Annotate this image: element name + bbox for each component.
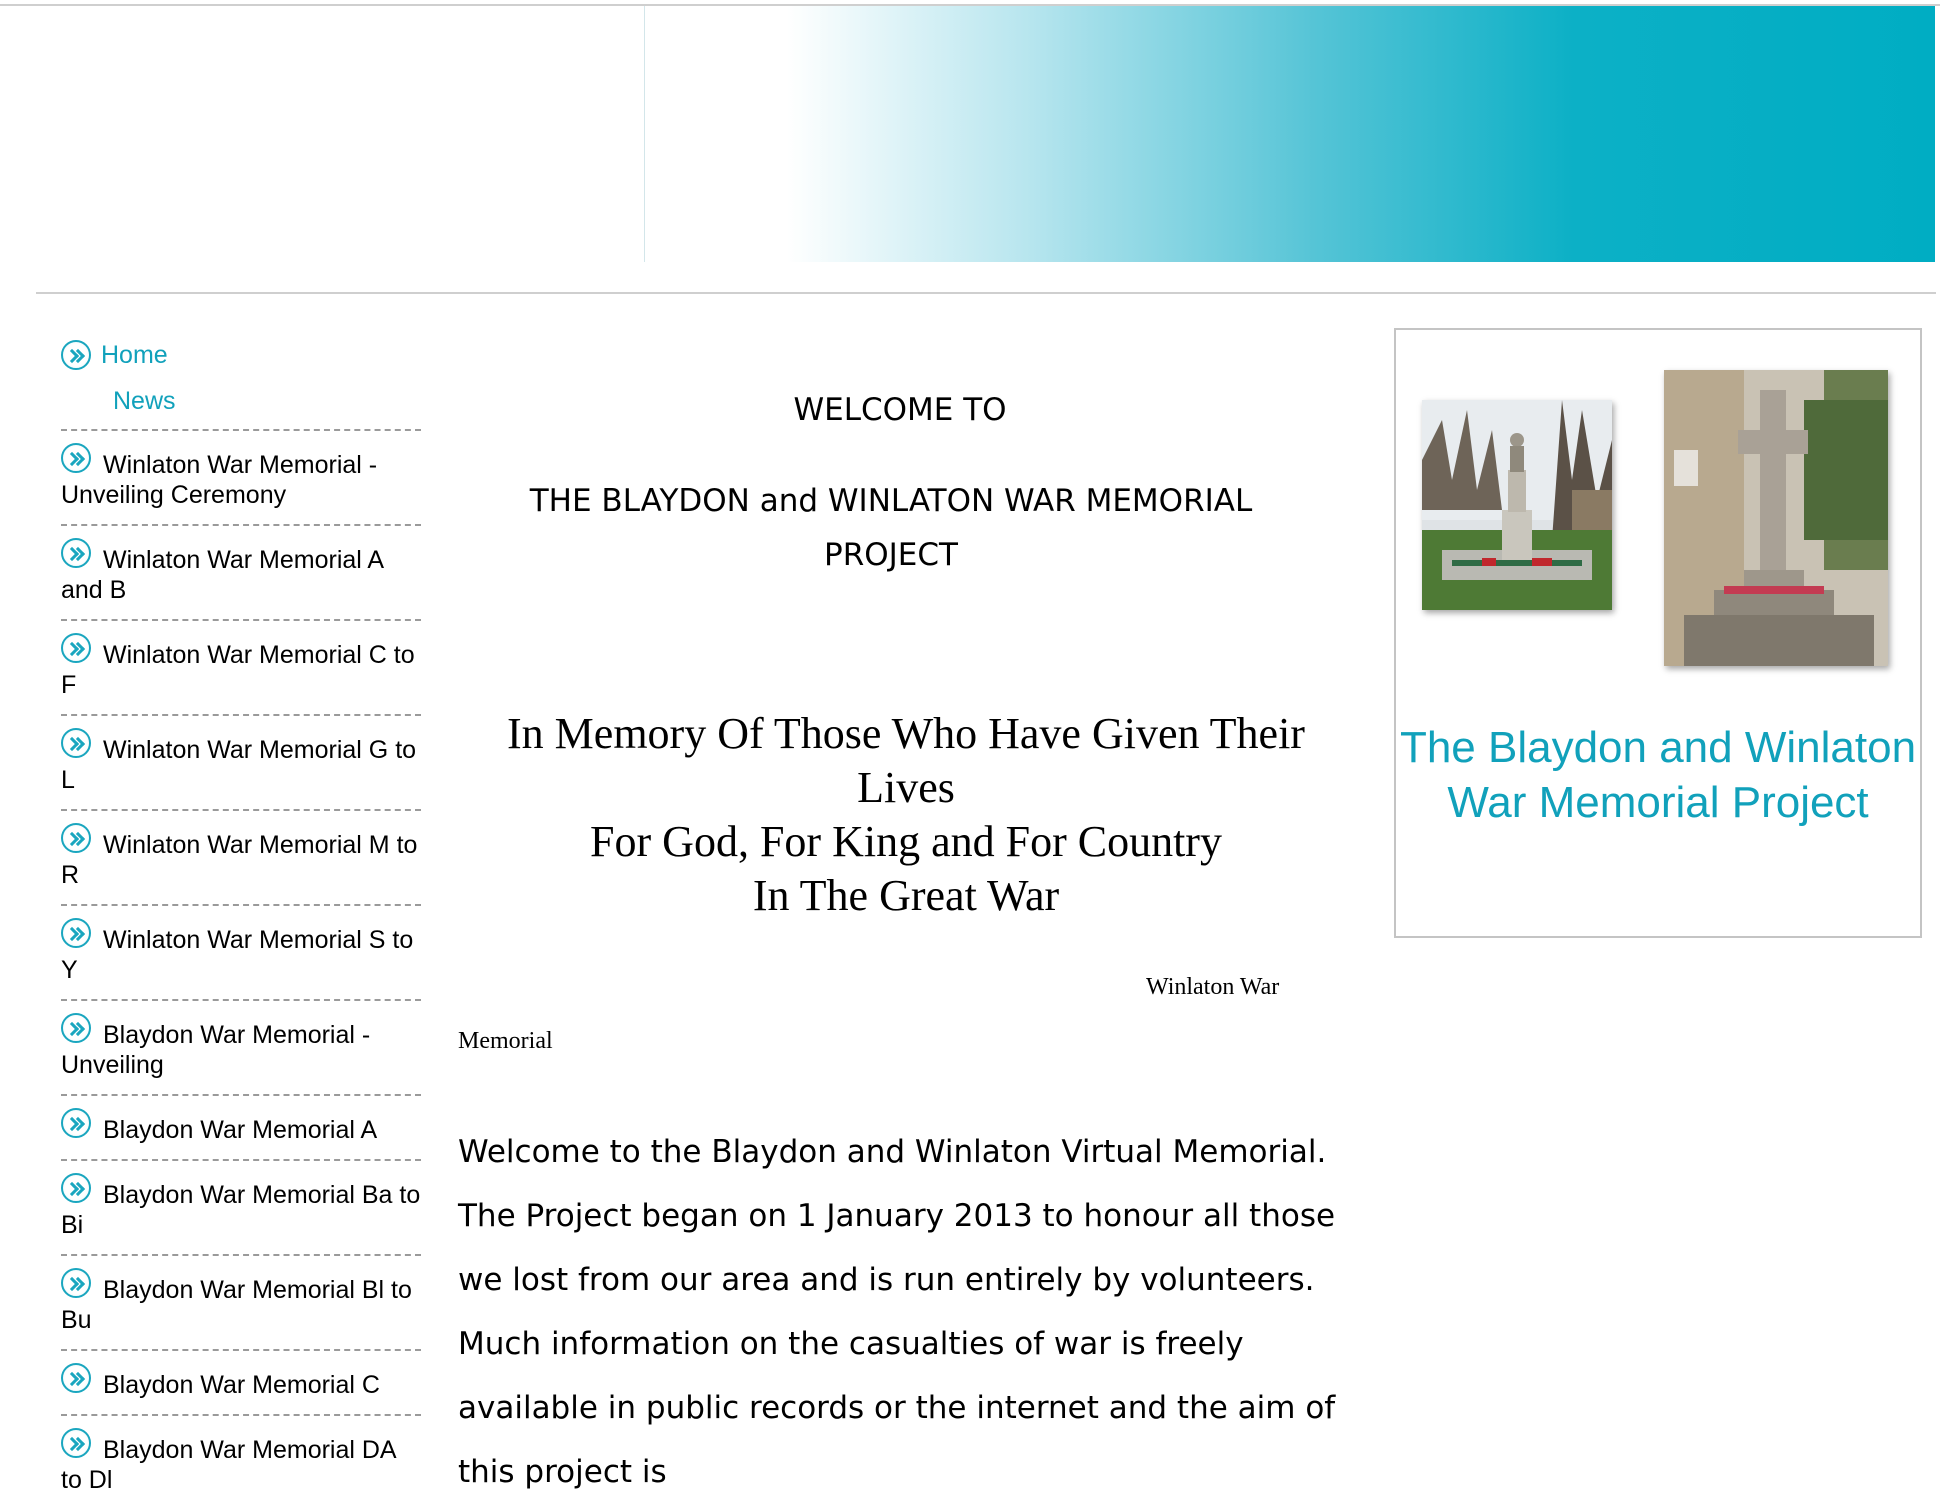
blaydon-memorial-photo xyxy=(1664,370,1888,666)
winlaton-memorial-photo xyxy=(1422,400,1612,610)
chevron-circle-right-icon xyxy=(61,1108,91,1138)
image-caption-part-1: Winlaton War xyxy=(1146,974,1280,1000)
nav-item-blaydon-ba-bi[interactable] xyxy=(61,1159,421,1254)
chevron-circle-right-icon xyxy=(61,1013,91,1043)
chevron-circle-right-icon xyxy=(61,918,91,948)
nav-item-label[interactable]: Blaydon War Memorial C xyxy=(103,1371,380,1399)
project-title-line-1: THE BLAYDON and WINLATON WAR MEMORIAL xyxy=(529,483,1253,519)
main-content xyxy=(456,380,1356,1490)
memorial-dedication xyxy=(456,707,1356,923)
image-caption-part-2: Memorial xyxy=(458,1028,553,1054)
nav-item-blaydon-a[interactable] xyxy=(61,1094,421,1159)
header-divider xyxy=(36,292,1936,294)
dedication-line-2: Lives xyxy=(857,763,955,812)
chevron-circle-right-icon xyxy=(61,728,91,758)
nav-item-label[interactable]: Blaydon War Memorial Bl to Bu xyxy=(61,1276,412,1334)
welcome-heading: WELCOME TO xyxy=(793,392,1007,428)
nav-item-blaydon-c[interactable] xyxy=(61,1349,421,1414)
nav-item-label[interactable]: Winlaton War Memorial A and B xyxy=(61,546,383,604)
nav-item-label[interactable]: Winlaton War Memorial M to R xyxy=(61,831,418,889)
header-banner xyxy=(645,6,1935,262)
chevron-circle-right-icon xyxy=(61,538,91,568)
nav-item-label[interactable]: Blaydon War Memorial - Unveiling xyxy=(61,1021,371,1079)
nav-item-label[interactable]: Winlaton War Memorial S to Y xyxy=(61,926,414,984)
nav-item-blaydon-da-dl[interactable] xyxy=(61,1414,421,1509)
chevron-circle-right-icon xyxy=(61,633,91,663)
nav-item-news[interactable]: News xyxy=(113,387,176,415)
welcome-paragraph: Welcome to the Blaydon and Winlaton Virtual Memorial. The Project began on 1 January 2013 to honour all those we lost from our area and is run entirely by volunteers. Much information on the casualties of war is freely available in public records or the internet and the aim of this project is xyxy=(458,1134,1336,1490)
dedication-line-4: In The Great War xyxy=(752,871,1060,920)
nav-item-home[interactable] xyxy=(61,335,421,375)
chevron-circle-right-icon xyxy=(61,823,91,853)
project-box xyxy=(1394,328,1922,938)
nav-home-label[interactable]: Home xyxy=(101,340,168,369)
nav-item-label[interactable]: Winlaton War Memorial G to L xyxy=(61,736,417,794)
nav-item-label[interactable]: Blaydon War Memorial DA to Dl xyxy=(61,1436,396,1494)
nav-item-winlaton-a-b[interactable] xyxy=(61,524,421,619)
nav-item-blaydon-unveiling[interactable] xyxy=(61,999,421,1094)
nav-item-label[interactable]: Winlaton War Memorial - Unveiling Ceremony xyxy=(61,451,378,509)
nav-item-winlaton-unveiling[interactable] xyxy=(61,429,421,524)
chevron-circle-right-icon xyxy=(61,1173,91,1203)
nav-item-winlaton-c-f[interactable] xyxy=(61,619,421,714)
nav-item-winlaton-m-r[interactable] xyxy=(61,809,421,904)
nav-item-winlaton-s-y[interactable] xyxy=(61,904,421,999)
dedication-line-3: For God, For King and For Country xyxy=(590,817,1222,866)
nav-item-label[interactable]: Winlaton War Memorial C to F xyxy=(61,641,415,699)
nav-item-label[interactable]: Blaydon War Memorial A xyxy=(103,1116,378,1144)
dedication-line-1: In Memory Of Those Who Have Given Their xyxy=(507,709,1305,758)
chevron-circle-right-icon xyxy=(61,1268,91,1298)
nav-top-group xyxy=(61,335,421,429)
chevron-circle-right-icon xyxy=(61,340,91,370)
nav-item-blaydon-bl-bu[interactable] xyxy=(61,1254,421,1349)
chevron-circle-right-icon xyxy=(61,443,91,473)
project-title-line-2: PROJECT xyxy=(824,537,958,573)
sidebar-nav xyxy=(61,335,421,1509)
nav-item-winlaton-g-l[interactable] xyxy=(61,714,421,809)
chevron-circle-right-icon xyxy=(61,1363,91,1393)
nav-item-label[interactable]: Blaydon War Memorial Ba to Bi xyxy=(61,1181,421,1239)
chevron-circle-right-icon xyxy=(61,1428,91,1458)
project-title xyxy=(456,474,1326,582)
project-box-title[interactable]: The Blaydon and Winlaton War Memorial Project xyxy=(1399,723,1917,827)
